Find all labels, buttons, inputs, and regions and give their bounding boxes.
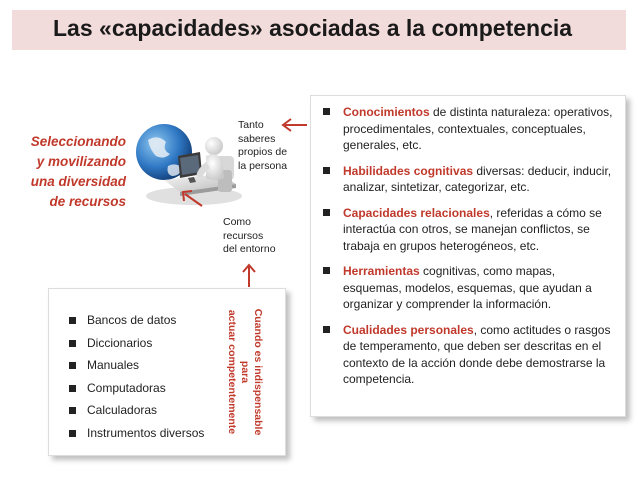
bullet-square-icon [69, 362, 76, 369]
tool-label: Manuales [87, 358, 140, 372]
capacity-item [321, 104, 615, 154]
resources-label [223, 216, 276, 257]
bullet-square-icon [323, 267, 330, 274]
tool-item [67, 399, 204, 422]
tagline-line: una diversidad [30, 174, 126, 189]
capacity-term: Capacidades relacionales [343, 205, 490, 220]
knowledge-label-line: saberes [238, 132, 276, 145]
tool-label: Diccionarios [87, 335, 153, 350]
capacity-item [321, 263, 615, 313]
tool-item [67, 332, 204, 355]
knowledge-label-line: la persona [238, 159, 288, 172]
capacity-text: cognitivas, como mapas, esquemas, modelos, esquemas, que ayudan a organizar y comprender la información. [343, 264, 592, 311]
red-arrow-icon [180, 188, 204, 208]
tool-item [67, 377, 204, 400]
capacity-text: , como actitudes o rasgos de temperamento, que deben ser descritas en el contexto de la acción donde debe demostrarse la competencia. [343, 322, 611, 386]
resources-label-line: del entorno [223, 243, 276, 255]
bullet-square-icon [69, 407, 76, 414]
tool-label: Computadoras [87, 380, 166, 395]
capacity-term: Conocimientos [343, 105, 430, 119]
tool-item [67, 309, 204, 332]
tool-label: Instrumentos diversos [87, 425, 205, 440]
capacity-item [321, 205, 615, 255]
knowledge-label-line: propios de [238, 146, 288, 158]
vertical-note-line: Cuando es indispensable para [239, 308, 264, 436]
tool-label: Calculadoras [87, 403, 158, 417]
page-title: Las «capacidades» asociadas a la competencia [53, 15, 573, 41]
bullet-square-icon [69, 340, 76, 347]
red-arrow-icon [242, 262, 256, 288]
knowledge-label [238, 119, 287, 173]
bullet-square-icon [69, 317, 76, 324]
bullet-square-icon [323, 326, 330, 333]
capacity-item [321, 322, 615, 388]
bullet-square-icon [69, 385, 76, 392]
capacity-text: , referidas a cómo se interactúa con otros, se manejan conflictos, se trabaja en grupos heterogéneos, etc. [343, 205, 602, 253]
tool-item [67, 422, 204, 445]
tool-label: Bancos de datos [87, 313, 177, 327]
knowledge-label-line: Tanto [238, 119, 264, 131]
capacity-term: Herramientas [343, 264, 420, 278]
tagline-line: Seleccionando [30, 134, 126, 149]
capacities-box [310, 95, 626, 417]
resources-label-line: Como [223, 216, 252, 228]
capacity-item [321, 163, 615, 196]
capacity-text: diversas: deducir, inducir, analizar, sintetizar, categorizar, etc. [343, 163, 612, 194]
bullet-square-icon [323, 108, 330, 115]
capacity-text: de distinta naturaleza: operativos, procedimentales, contextuales, conceptuales, generales, etc. [343, 105, 613, 152]
vertical-note-line: actuar competentemente [226, 309, 238, 435]
bullet-square-icon [323, 209, 330, 216]
tagline-line: de recursos [49, 194, 126, 209]
capacity-term: Cualidades personales [343, 322, 474, 337]
tagline [22, 132, 126, 212]
capacity-term: Habilidades cognitivas [343, 163, 474, 178]
bullet-square-icon [69, 430, 76, 437]
resources-label-line: recursos [223, 229, 264, 242]
tool-item [67, 354, 204, 377]
bullet-square-icon [323, 167, 330, 174]
vertical-note [226, 297, 289, 447]
tagline-line: y movilizando [36, 154, 126, 169]
tools-box [48, 288, 286, 456]
vertical-note-text [225, 297, 264, 447]
